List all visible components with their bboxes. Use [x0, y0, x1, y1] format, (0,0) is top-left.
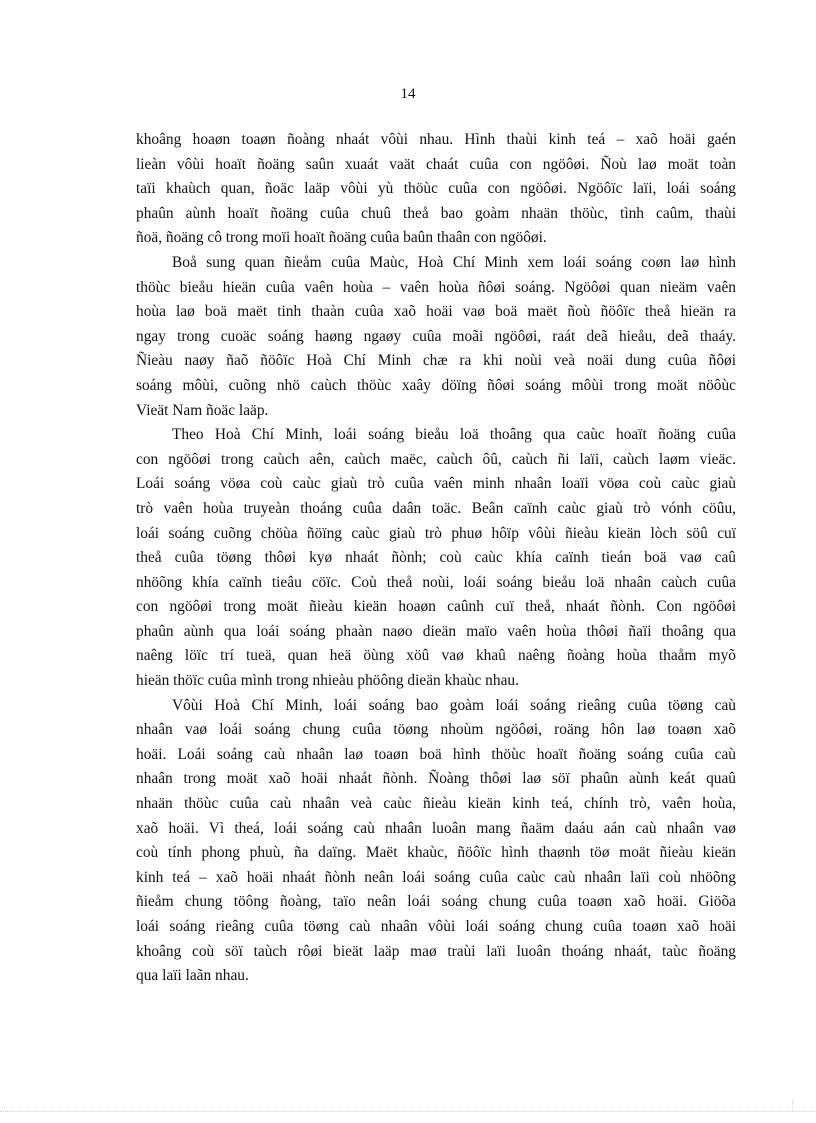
text-line: phaûn aùnh qua loái soáng phaàn naøo dieän maïo vaên hoùa thôøi ñaïi thoâng qua: [136, 622, 736, 640]
text-line: phaûn aùnh hoaït ñoäng cuûa chuû theå bao goàm nhaän thöùc, tình caûm, thaùi: [136, 204, 736, 222]
text-line: coù tính phong phuù, ña daïng. Maët khaùc, ñöôïc hình thaønh töø moät ñieàu kieän: [136, 844, 736, 862]
text-line: con ngöôøi trong moät ñieàu kieän hoaøn caûnh cuï theå, nhaát ñònh. Con ngöôøi: [136, 598, 736, 616]
page-number: 14: [400, 86, 416, 102]
body-text: [136, 128, 736, 989]
text-line: trò vaên hoùa truyeàn thoáng cuûa daân toäc. Beân caïnh caùc giaù trò vónh cöûu,: [136, 499, 736, 517]
text-line: kinh teá – xaõ hoäi nhaát ñònh neân loái soáng cuûa caùc caù nhaân laïi coù nhöõng: [136, 868, 736, 886]
text-line: hoäi. Loái soáng caù nhaân laø toaøn boä hình thöùc hoaït ñoäng soáng cuûa caù: [136, 745, 736, 763]
page-bottom-border: [0, 1111, 816, 1112]
text-line: ñoä, ñoäng cô trong moïi hoaït ñoäng cuûa baûn thaân con ngöôøi.: [136, 229, 547, 247]
text-line: soáng môùi, cuõng nhö caùch thöùc xaây döïng ñôøi soáng môùi trong moät nöôùc: [136, 376, 736, 394]
text-line: Ñieàu naøy ñaõ ñöôïc Hoà Chí Minh chæ ra khi noùi veà noäi dung cuûa ñôøi: [136, 352, 736, 370]
text-line: Loái soáng vöøa coù caùc giaù trò cuûa vaên minh nhaân loaïi vöøa coù caùc giaù: [136, 475, 736, 493]
text-line: hieän thöïc cuûa mình trong nhieàu phöông dieän khaùc nhau.: [136, 672, 519, 690]
text-line: ngay trong cuoäc soáng haøng ngaøy cuûa moãi ngöôøi, raát deã hieåu, deã thaáy.: [136, 327, 736, 345]
text-line: khoâng coù söï taùch rôøi bieät laäp maø traùi laïi luoân thoáng nhaát, taùc ñoäng: [136, 942, 736, 960]
text-line: nhöõng khía caïnh tieâu cöïc. Coù theå noùi, loái soáng bieåu loä nhaân caùch cuûa: [136, 573, 736, 591]
text-line: naêng löïc trí tueä, quan heä öùng xöû vaø khaû naêng ñoàng hoùa thaåm myõ: [136, 647, 736, 665]
text-line: qua laïi laãn nhau.: [136, 967, 249, 985]
page-corner-mark: [792, 1100, 793, 1112]
text-line: nhaän thöùc cuûa caù nhaân veà caùc ñieàu kieän kinh teá, chính trò, vaên hoùa,: [136, 795, 736, 813]
text-line: nhaân vaø loái soáng chung cuûa töøng nhoùm ngöôøi, roäng hôn laø toaøn xaõ: [136, 721, 736, 739]
text-line: taïi khaùch quan, ñoäc laäp vôùi yù thöùc cuûa con ngöôøi. Ngöôïc laïi, loái soáng: [136, 180, 736, 198]
text-line: Vieät Nam ñoäc laäp.: [136, 401, 269, 419]
text-line: lieàn vôùi hoaït ñoäng saûn xuaát vaät chaát cuûa con ngöôøi. Ñoù laø moät toàn: [136, 155, 736, 173]
text-line: nhaân trong moät xaõ hoäi nhaát ñònh. Ñoàng thôøi laø söï phaûn aùnh keát quaû: [136, 770, 736, 788]
text-line: ñieåm chung töông ñoàng, taïo neân loái soáng chung cuûa toaøn xaõ hoäi. Giöõa: [136, 893, 736, 911]
text-line: khoâng hoaøn toaøn ñoàng nhaát vôùi nhau. Hình thaùi kinh teá – xaõ hoäi gaén: [136, 131, 736, 148]
text-line: xaõ hoäi. Vì theá, loái soáng caù nhaân luoân mang ñaäm daáu aán caù nhaân vaø: [136, 819, 736, 837]
text-line: loái soáng rieâng cuûa töøng caù nhaân vôùi loái soáng chung cuûa toaøn xaõ hoäi: [136, 918, 736, 935]
text-line: Boå sung quan ñieåm cuûa Maùc, Hoà Chí Minh xem loái soáng coøn laø hình: [172, 253, 736, 271]
text-line: loái soáng cuõng chöùa ñöïng caùc giaù trò phuø hôïp vôùi ñieàu kieän lòch söû cuï: [136, 524, 736, 542]
text-line: con ngöôøi trong caùch aên, caùch maëc, caùch ôû, caùch ñi laïi, caùch laøm vieäc.: [136, 450, 736, 468]
text-line: theå cuûa töøng thôøi kyø nhaát ñònh; coù caùc khía caïnh tieán boä vaø caû: [136, 549, 736, 567]
text-line: hoùa laø boä maët tinh thaàn cuûa xaõ hoäi vaø boä maët ñoù ñöôïc theå hieän ra: [136, 303, 736, 321]
text-line: Theo Hoà Chí Minh, loái soáng bieåu loä thoâng qua caùc hoaït ñoäng cuûa: [172, 426, 736, 444]
text-line: thöùc bieåu hieän cuûa vaên hoùa – vaên hoùa ñôøi soáng. Ngöôøi quan nieäm vaên: [136, 278, 736, 296]
text-line: Vôùi Hoà Chí Minh, loái soáng bao goàm loái soáng rieâng cuûa töøng caù: [172, 696, 736, 714]
